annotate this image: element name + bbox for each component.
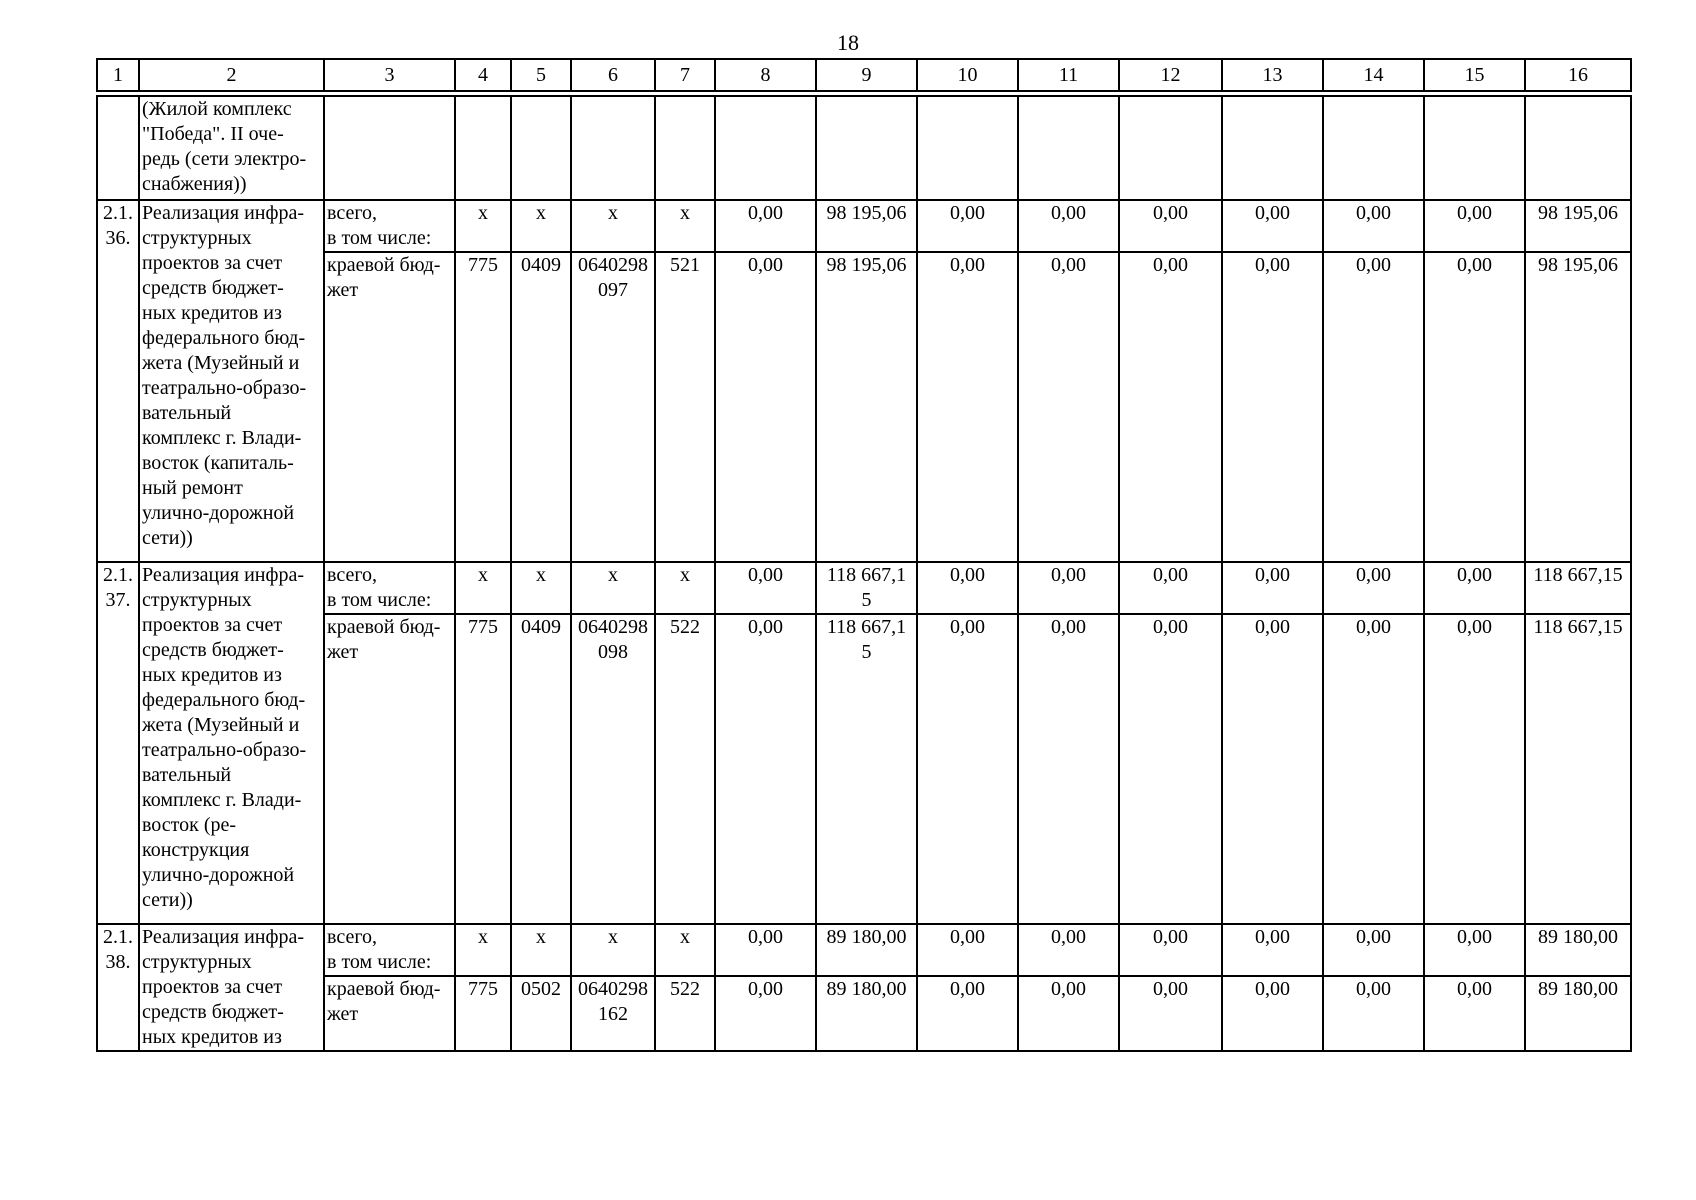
column-header-row — [97, 59, 1631, 91]
column-header: 14 — [1323, 59, 1424, 91]
column-header: 8 — [715, 59, 816, 91]
table-cell: 118 667,1 5 — [816, 562, 917, 614]
table-cell — [1525, 96, 1631, 200]
continuation-row — [97, 96, 1631, 200]
table-cell: 0,00 — [1018, 200, 1119, 252]
table-cell: x — [655, 200, 715, 252]
table-cell: x — [655, 562, 715, 614]
table-cell: x — [511, 200, 571, 252]
item-number-cell — [97, 96, 139, 200]
column-header: 2 — [139, 59, 324, 91]
table-cell: 0,00 — [1424, 252, 1525, 562]
table-cell: 0,00 — [1119, 924, 1222, 976]
table-cell: 0,00 — [917, 200, 1018, 252]
table-cell: 0,00 — [715, 614, 816, 924]
table-cell: 0,00 — [1018, 924, 1119, 976]
table-cell: x — [455, 200, 511, 252]
table-cell: 0,00 — [917, 562, 1018, 614]
table-cell — [1424, 96, 1525, 200]
column-header: 13 — [1222, 59, 1323, 91]
table-cell: 0,00 — [1119, 976, 1222, 1051]
funding-source-cell: краевой бюд- жет — [324, 252, 455, 562]
table-row-total — [97, 562, 1631, 614]
table-cell — [511, 96, 571, 200]
table-cell — [571, 96, 655, 200]
table-cell: 0,00 — [1424, 976, 1525, 1051]
column-header: 15 — [1424, 59, 1525, 91]
table-cell: x — [455, 562, 511, 614]
column-header: 1 — [97, 59, 139, 91]
funding-source-cell: всего, в том числе: — [324, 924, 455, 976]
table-cell: 0,00 — [1119, 252, 1222, 562]
item-name-cell: (Жилой комплекс "Победа". II оче- редь (сети электро- снабжения)) — [139, 96, 324, 200]
column-header: 10 — [917, 59, 1018, 91]
table-cell: 0640298 097 — [571, 252, 655, 562]
column-header: 12 — [1119, 59, 1222, 91]
table-cell — [715, 96, 816, 200]
table-cell: 0,00 — [1222, 924, 1323, 976]
table-cell: 0409 — [511, 614, 571, 924]
table-cell: 0640298 162 — [571, 976, 655, 1051]
table-cell: 0,00 — [1222, 200, 1323, 252]
table-cell: 0,00 — [1323, 200, 1424, 252]
table-cell: 522 — [655, 614, 715, 924]
budget-table — [96, 95, 1632, 1052]
table-cell — [1222, 96, 1323, 200]
table-cell: 0,00 — [1424, 562, 1525, 614]
funding-source-cell: краевой бюд- жет — [324, 976, 455, 1051]
funding-source-cell — [324, 96, 455, 200]
table-cell: 522 — [655, 976, 715, 1051]
item-name-cell: Реализация инфра- структурных проектов за счет средств бюджет- ных кредитов из федерального бюд- жета (Музейный и театрально-образо- вательный комплекс г. Влади- восток (ре- конструкция улично-дорожной сети)) — [139, 562, 324, 924]
table-cell: 118 667,15 — [1525, 614, 1631, 924]
column-header: 6 — [571, 59, 655, 91]
table-row-total — [97, 200, 1631, 252]
item-number-cell: 2.1. 37. — [97, 562, 139, 924]
table-cell: 775 — [455, 614, 511, 924]
table-cell — [1323, 96, 1424, 200]
table-cell: 0,00 — [715, 976, 816, 1051]
table-cell: 0,00 — [715, 252, 816, 562]
table-cell: 0,00 — [917, 924, 1018, 976]
item-number-cell: 2.1. 38. — [97, 924, 139, 1051]
table-cell: 521 — [655, 252, 715, 562]
table-cell: 98 195,06 — [1525, 252, 1631, 562]
table-cell: x — [571, 924, 655, 976]
table-cell: x — [511, 924, 571, 976]
table-cell: 118 667,1 5 — [816, 614, 917, 924]
table-cell: 0,00 — [1119, 200, 1222, 252]
page-number: 18 — [837, 30, 859, 55]
table-cell: 0,00 — [1323, 562, 1424, 614]
table-cell: 0,00 — [1222, 562, 1323, 614]
table-cell: x — [571, 562, 655, 614]
table-cell: 0,00 — [917, 614, 1018, 924]
table-cell — [1119, 96, 1222, 200]
table-cell: 118 667,15 — [1525, 562, 1631, 614]
table-row-detail — [97, 614, 1631, 924]
table-cell: 0,00 — [715, 924, 816, 976]
table-cell: 0,00 — [1119, 562, 1222, 614]
item-name-cell: Реализация инфра- структурных проектов за счет средств бюджет- ных кредитов из федерального бюд- жета (Музейный и театрально-образо- вательный комплекс г. Влади- восток (капиталь- ный ремонт улично-дорожной сети)) — [139, 200, 324, 562]
table-cell: 0,00 — [1018, 252, 1119, 562]
table-cell: 89 180,00 — [1525, 976, 1631, 1051]
table-cell: 0,00 — [1424, 924, 1525, 976]
funding-source-cell: всего, в том числе: — [324, 200, 455, 252]
table-row-detail — [97, 976, 1631, 1051]
table-cell: 98 195,06 — [1525, 200, 1631, 252]
table-cell — [917, 96, 1018, 200]
table-cell — [655, 96, 715, 200]
table-cell: 0409 — [511, 252, 571, 562]
table-cell: 0,00 — [1323, 614, 1424, 924]
table-cell: 0,00 — [1119, 614, 1222, 924]
table-cell: 775 — [455, 252, 511, 562]
table-cell: 89 180,00 — [816, 924, 917, 976]
table-cell: 0,00 — [1222, 614, 1323, 924]
table-cell: x — [511, 562, 571, 614]
column-header: 7 — [655, 59, 715, 91]
table-cell: 98 195,06 — [816, 200, 917, 252]
table-cell: 0,00 — [1424, 200, 1525, 252]
table-cell: 0,00 — [715, 200, 816, 252]
column-header: 11 — [1018, 59, 1119, 91]
table-row-total — [97, 924, 1631, 976]
table-cell: 98 195,06 — [816, 252, 917, 562]
column-header: 3 — [324, 59, 455, 91]
table-cell: 0,00 — [1018, 562, 1119, 614]
column-header: 4 — [455, 59, 511, 91]
table-row-detail — [97, 252, 1631, 562]
funding-source-cell: всего, в том числе: — [324, 562, 455, 614]
table-cell: 0,00 — [1222, 252, 1323, 562]
table-cell: 0502 — [511, 976, 571, 1051]
table-cell: 0,00 — [1323, 924, 1424, 976]
table-cell: 775 — [455, 976, 511, 1051]
table-cell: 0,00 — [1424, 614, 1525, 924]
table-cell: x — [455, 924, 511, 976]
column-header: 9 — [816, 59, 917, 91]
table-cell — [1018, 96, 1119, 200]
item-number-cell: 2.1. 36. — [97, 200, 139, 562]
column-header: 5 — [511, 59, 571, 91]
item-name-cell: Реализация инфра- структурных проектов за счет средств бюджет- ных кредитов из — [139, 924, 324, 1051]
table-cell: 0,00 — [1018, 976, 1119, 1051]
table-cell: 0640298 098 — [571, 614, 655, 924]
table-cell: 0,00 — [1323, 252, 1424, 562]
table-cell: x — [571, 200, 655, 252]
table-cell: 89 180,00 — [1525, 924, 1631, 976]
table-cell: 0,00 — [917, 976, 1018, 1051]
table-cell: x — [655, 924, 715, 976]
table-cell: 0,00 — [715, 562, 816, 614]
column-header: 16 — [1525, 59, 1631, 91]
table-cell: 0,00 — [1323, 976, 1424, 1051]
table-cell — [455, 96, 511, 200]
table-cell: 0,00 — [1018, 614, 1119, 924]
table-cell — [816, 96, 917, 200]
table-cell: 89 180,00 — [816, 976, 917, 1051]
table-cell: 0,00 — [917, 252, 1018, 562]
table-cell: 0,00 — [1222, 976, 1323, 1051]
funding-source-cell: краевой бюд- жет — [324, 614, 455, 924]
column-header-table — [96, 58, 1632, 92]
